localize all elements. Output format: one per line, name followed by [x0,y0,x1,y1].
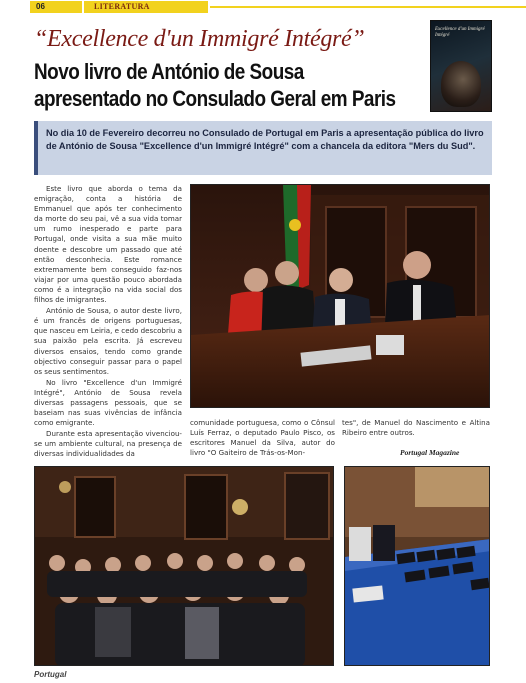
panel-photo-illustration [191,185,490,408]
paragraph: António de Sousa, o autor deste livro, é um francês de origens portuguesas, que nasceu em Leiria, e cedo descobriu a sua paixão pela escrita. Já escreveu diversos ensaios, tendo como grande objectivo conseguir passar para o papel os seus sentimentos. [34,306,182,376]
quote-title: “Excellence d'un Immigré Intégré” [34,26,365,52]
page-number: 06 [30,1,82,13]
headline [34,58,396,112]
paragraph: Durante esta apresentação vivenciou-se um ambiente cultural, na presença de diversas individualidades da [34,429,182,459]
paragraph: tes", de Manuel do Nascimento e Altina Ribeiro entre outros. [342,418,490,438]
headline-line-1: Novo livro de António de Sousa [34,59,304,84]
section-label: LITERATURA [84,1,208,13]
books-table-photo-illustration [345,467,490,666]
lead-paragraph: No dia 10 de Fevereiro decorreu no Consulado de Portugal em Paris a apresentação pública do livro de António de Sousa "Excellence d'un Immigré Intégré" com a chancela da editora "Mers du Sud". [34,121,492,175]
text-column-2 [190,418,335,459]
audience-photo-illustration [35,467,334,666]
header-rule [210,6,526,8]
top-bar [0,0,526,14]
book-cover-portrait [441,61,481,107]
text-column-1 [34,184,182,461]
paragraph: Este livro que aborda o tema da emigração, conta a história de Emmanuel que após ter conhecimento da morte do seu pai, vê a sua vida tomar um rumo inesperado e parte para Portugal, onde visita a sua mãe muito doente e descobre um passado que até então desconhecia. Este romance extremamente bem conseguido faz-nos viajar por uma questão pouco abordada como é a integração na vida social dos filhos de imigrantes. [34,184,182,305]
paragraph: No livro "Excellence d'un Immigré Intégré", António de Sousa revela diversas passagens pessoais, que se baseiam nas suas vivências de infância como emigrante. [34,377,182,428]
audience-photo [34,466,334,666]
photo-credit: Portugal Magazine [400,448,460,457]
footer-logo: Portugal [34,670,67,679]
headline-line-2: apresentado no Consulado Geral em Paris [34,86,396,111]
book-cover-image [430,20,492,112]
paragraph: comunidade portuguesa, como o Cônsul Luís Ferraz, o deputado Paulo Pisco, os escritores Manuel da Silva, autor do livro "O Gaiteiro de Trás-os-Mon- [190,418,335,458]
panel-photo [190,184,490,408]
books-table-photo [344,466,490,666]
book-cover-title: Excellence d'un Immigré Intégré [435,27,485,38]
text-column-3 [342,418,490,439]
